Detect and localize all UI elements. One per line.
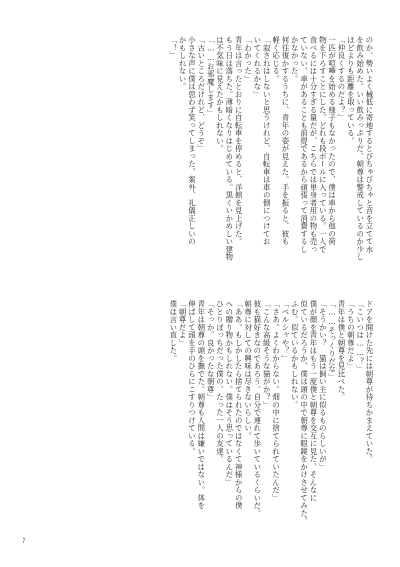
upper-text-section bbox=[42, 36, 374, 294]
text-line: ていない。車があることも前提であるから頑張って消費するし bbox=[299, 36, 309, 253]
text-line: もう日は落ちた。薄暗くなりはじめている。黒くいかめしい建物 bbox=[224, 36, 234, 261]
text-line: いてくれるかな」 bbox=[252, 36, 262, 98]
text-line: 食べるには十分すぎる量だが、こちらでは単身者用の物も売っ bbox=[308, 36, 318, 253]
text-line: を飲み始めた。いい飲みっぷりだ。朝尊は警戒しているのか少し bbox=[355, 36, 365, 261]
text-line: 軽く応じる。 bbox=[271, 36, 281, 83]
text-line: 僕は言い直した。 bbox=[168, 300, 178, 362]
text-line: 彼も猫好きなのであろう。自分で連れて歩いているくらいだ。 bbox=[252, 300, 262, 517]
text-line: 「寂されはしないと思うけれど、自転車は車の側につけてお bbox=[262, 36, 272, 246]
text-line: ドアを開けた先には朝尊が待ちかまえていた。 bbox=[365, 300, 374, 463]
text-line: 青年は言ったとおりに自転車を停めると、洋館を見上げた。 bbox=[234, 36, 244, 246]
text-line: ほどよりも距離を取っている。 bbox=[346, 36, 356, 145]
text-line: 青年は朝尊の頭を撫でた。朝尊も人間は嫌いではない。体を bbox=[196, 300, 206, 510]
text-line: 「わかった」 bbox=[243, 36, 253, 83]
text-line: は不気味に見えたかもしれない。 bbox=[215, 36, 225, 153]
text-line: 「ああ。もしかしたら捨てられたのではなくて神様からの僕 bbox=[234, 300, 244, 510]
text-line: への贈り物かもしれない。僕はそう思っているんだ」 bbox=[224, 300, 234, 486]
text-line: 「古いところだけれど、どうぞ」 bbox=[196, 36, 206, 153]
text-line: 「こんな高級そうな猫がか？」 bbox=[262, 300, 272, 409]
text-line: 「仲良くするのだよ？」 bbox=[336, 36, 346, 122]
text-line: 「そうかい？ 猫は飼い主に似るものらしいが」 bbox=[318, 300, 328, 471]
text-line: 「そっか。良かったな朝尊」 bbox=[206, 300, 216, 401]
text-line: 「ベルシャや？」 bbox=[280, 300, 290, 362]
text-line: 小さな声に僕は思わず笑ってしまった。案外、礼儀正しいの bbox=[187, 36, 197, 246]
text-line: のか、勢いよく械低に寄地するとびちゃびちゃと音を立てて水 bbox=[365, 36, 374, 253]
text-line: ひとりぼっちだった僕の、たった一人の友達。 bbox=[215, 300, 225, 463]
lower-text-section bbox=[42, 300, 374, 536]
text-line: 物を下ろすことにした。どれも段ボールに入っている。一人で bbox=[318, 36, 328, 253]
text-line: 「！」 bbox=[168, 36, 178, 60]
text-line: 「さあ。よくわからない。畑の中に捨てられていたんだ」 bbox=[271, 300, 281, 502]
text-line: 似ているだろうか。僕は頭の中で朝尊に眼鏡をかけさせてみた。 bbox=[299, 300, 309, 525]
text-line: 「うちの朝尊だよ」 bbox=[346, 300, 356, 370]
text-line: 「こいつは……？」 bbox=[355, 300, 365, 373]
text-line: 「……そっくりだな」 bbox=[327, 300, 337, 381]
text-line: かもしれない。 bbox=[178, 36, 188, 91]
text-line: 「朝尊だよ」 bbox=[178, 300, 188, 347]
page-number: 7 bbox=[22, 539, 26, 545]
text-line: 青年は僕と朝尊を見比べた。 bbox=[336, 300, 346, 401]
text-line: 伸ばして頭を手のひらにこすりつけている。 bbox=[187, 300, 197, 455]
text-line: 朝尊に対しての興味は尽きないらしい。 bbox=[243, 300, 253, 440]
text-line: 「……お邪魔します」 bbox=[206, 36, 216, 117]
text-line: 何往復かするうちに、青年の姿が見えた。手を振ると、彼も bbox=[280, 36, 290, 246]
text-line: ふむ。似ているかもしれない。 bbox=[290, 300, 300, 409]
text-line: 一匹が喧嘩を始める様子もなかったので、僕は車から他の荷 bbox=[327, 36, 337, 246]
text-line: かなかった。 bbox=[290, 36, 300, 83]
text-line: 僕が顔を青年はもう一度僕と朝尊を交互に見た。そんなに bbox=[308, 300, 318, 502]
